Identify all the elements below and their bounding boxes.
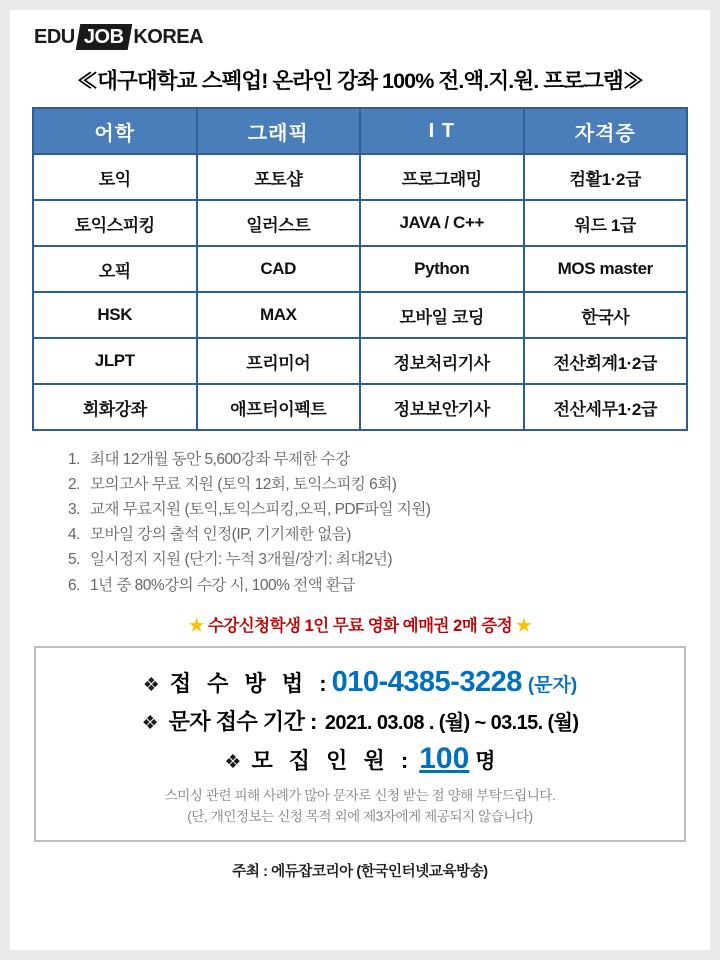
logo-text-edu: EDU	[34, 25, 75, 48]
table-cell: 일러스트	[197, 200, 361, 246]
table-cell: 포토샵	[197, 154, 361, 200]
table-cell: 토익	[33, 154, 197, 200]
table-cell: 프리미어	[197, 338, 361, 384]
table-row	[33, 292, 687, 338]
table-cell: JLPT	[33, 338, 197, 384]
page-title: ≪대구대학교 스펙업! 온라인 강좌 100% 전.액.지.원. 프로그램≫	[76, 69, 644, 93]
table-cell: 워드 1급	[524, 200, 688, 246]
table-row	[33, 246, 687, 292]
table-cell: JAVA / C++	[360, 200, 524, 246]
table-cell: 전산회계1·2급	[524, 338, 688, 384]
course-table-wrapper	[28, 107, 692, 431]
gift-banner	[28, 612, 692, 636]
table-cell: 오픽	[33, 246, 197, 292]
notice-line-2: (단, 개인정보는 신청 목적 외에 제3자에게 제공되지 않습니다)	[187, 808, 533, 824]
apply-period-row	[46, 705, 674, 736]
table-cell: 프로그래밍	[360, 154, 524, 200]
table-cell: 한국사	[524, 292, 688, 338]
benefit-list	[28, 447, 692, 598]
diamond-bullet-icon: ❖	[224, 751, 242, 773]
list-item: 1년 중 80%강의 수강 시, 100% 전액 환급	[90, 576, 355, 594]
apply-count-label: 모 집 인 원 :	[251, 747, 414, 773]
phone-number[interactable]: 010-4385-3228	[331, 665, 522, 698]
notice-line-1: 스미싱 관련 피해 사례가 많아 문자로 신청 받는 점 양해 부탁드립니다.	[164, 787, 556, 803]
diamond-bullet-icon: ❖	[141, 712, 159, 734]
application-box	[34, 646, 686, 842]
gift-text: 수강신청학생 1인 무료 영화 예매권 2매 증정	[207, 616, 513, 635]
table-header-row	[33, 108, 687, 154]
table-row	[33, 154, 687, 200]
apply-method-label: 접 수 방 법 :	[169, 670, 332, 696]
notice-text	[46, 786, 674, 828]
apply-period-value: 2021. 03.08 . (월) ~ 03.15. (월)	[324, 711, 579, 734]
brand-logo	[28, 10, 692, 56]
logo-text-korea: KOREA	[133, 25, 204, 48]
logo-text-job: JOB	[83, 25, 124, 48]
table-cell: 컴활1·2급	[524, 154, 688, 200]
list-item: 모바일 강의 출석 인정(IP, 기기제한 없음)	[90, 526, 351, 544]
apply-period-label: 문자 접수 기간 :	[168, 708, 317, 734]
table-cell: MAX	[197, 292, 361, 338]
table-cell: 전산세무1·2급	[524, 384, 688, 430]
table-cell: 정보처리기사	[360, 338, 524, 384]
logo-badge-job	[75, 24, 131, 50]
table-header-cell: 그래픽	[197, 108, 361, 154]
star-icon: ★	[188, 615, 204, 635]
diamond-bullet-icon: ❖	[142, 674, 160, 696]
apply-count-value: 100	[419, 741, 470, 775]
table-cell: 정보보안기사	[360, 384, 524, 430]
table-cell: CAD	[197, 246, 361, 292]
star-icon: ★	[516, 615, 531, 635]
footer-organizer: 주최 : 에듀잡코리아 (한국인터넷교육방송)	[232, 863, 488, 880]
table-cell: 애프터이펙트	[197, 384, 361, 430]
table-header-cell: I T	[360, 108, 524, 154]
table-header-cell: 자격증	[524, 108, 688, 154]
list-item: 일시정지 지원 (단기: 누적 3개월/장기: 최대2년)	[90, 551, 393, 569]
apply-count-row	[46, 742, 674, 776]
table-cell: HSK	[33, 292, 197, 338]
list-item: 모의고사 무료 지원 (토익 12회, 토익스피킹 6회)	[90, 476, 397, 494]
table-row	[33, 200, 687, 246]
poster-content	[10, 10, 710, 950]
list-item: 최대 12개월 동안 5,600강좌 무제한 수강	[90, 451, 350, 468]
list-item: 교재 무료지원 (토익,토익스피킹,오픽, PDF파일 지원)	[90, 501, 431, 519]
table-cell: 회화강좌	[33, 384, 197, 430]
course-table	[32, 107, 688, 431]
table-cell: 모바일 코딩	[360, 292, 524, 338]
table-cell: MOS master	[524, 246, 688, 292]
table-header-cell: 어학	[33, 108, 197, 154]
apply-count-unit: 명	[475, 749, 496, 773]
table-row	[33, 338, 687, 384]
table-cell: 토익스피킹	[33, 200, 197, 246]
apply-method-row	[46, 666, 674, 699]
phone-note: (문자)	[527, 674, 578, 696]
table-cell: Python	[360, 246, 524, 292]
table-row	[33, 384, 687, 430]
